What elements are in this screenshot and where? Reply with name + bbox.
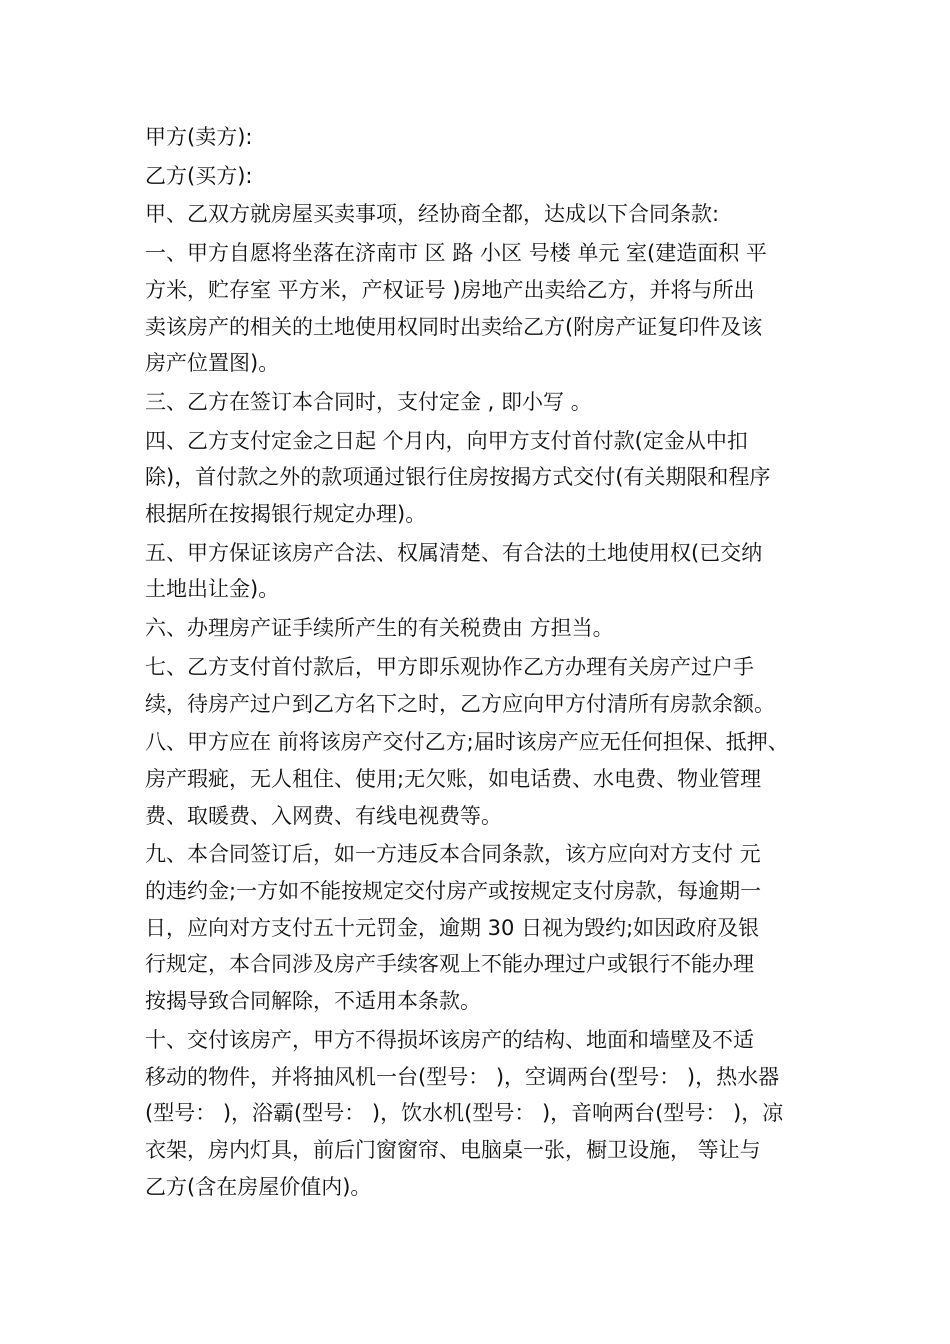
clause-9	[145, 836, 825, 1020]
text-line: 卖该房产的相关的土地使用权同时出卖给乙方(附房产证复印件及该	[145, 314, 763, 339]
text-line: 乙方(含在房屋价值内)。	[145, 1174, 372, 1199]
text-line: 房产瑕疵，无人租住、使用;无欠账，如电话费、水电费、物业管理	[145, 766, 762, 791]
paragraph-intro	[145, 196, 825, 233]
text-line: 除)，首付款之外的款项通过银行住房按揭方式交付(有关期限和程序	[145, 465, 771, 490]
text-line: 十、交付该房产，甲方不得损坏该房产的结构、地面和墙壁及不适	[145, 1027, 754, 1052]
text-line: 的违约金;一方如不能按规定交付房产或按规定支付房款，每逾期一	[145, 879, 762, 904]
text-line: 移动的物件，并将抽风机一台(型号： )，空调两台(型号： )，热水器	[145, 1064, 780, 1089]
text-line: 方米，贮存室 平方米，产权证号 )房地产出卖给乙方，并将与所出	[145, 277, 755, 302]
text-line: 八、甲方应在 前将该房产交付乙方;届时该房产应无任何担保、抵押、	[145, 730, 789, 755]
text-line: 按揭导致合同解除，不适用本条款。	[145, 989, 481, 1014]
clause-6	[145, 610, 825, 647]
text-line: 房产位置图)。	[145, 351, 280, 376]
clause-7	[145, 649, 825, 722]
text-line: 甲、乙双方就房屋买卖事项，经协商全都，达成以下合同条款:	[145, 202, 720, 227]
text-line: 续，待房产过户到乙方名下之时，乙方应向甲方付清所有房款余额。	[145, 691, 775, 716]
text-line: 土地出让金)。	[145, 577, 280, 602]
text-line: 费、取暖费、入网费、有线电视费等。	[145, 803, 502, 828]
text-line: 乙方(买方):	[145, 163, 253, 188]
contract-document	[145, 119, 825, 1207]
clause-4	[145, 423, 825, 533]
text-line: 五、甲方保证该房产合法、权属清楚、有合法的土地使用权(已交纳	[145, 540, 763, 565]
text-line: 四、乙方支付定金之日起 个月内，向甲方支付首付款(定金从中扣	[145, 428, 748, 453]
text-line: 日，应向对方支付五十元罚金，逾期 30 日视为毁约;如因政府及银	[145, 915, 760, 940]
paragraph-buyer	[145, 158, 825, 195]
clause-3	[145, 384, 825, 421]
text-line: 根据所在按揭银行规定办理)。	[145, 502, 427, 527]
text-line: 甲方(卖方):	[145, 125, 253, 149]
clause-10	[145, 1022, 825, 1206]
text-line: 七、乙方支付首付款后，甲方即乐观协作乙方办理有关房产过户手	[145, 654, 754, 679]
text-line: 三、乙方在签订本合同时，支付定金 , 即小写 。	[145, 389, 592, 414]
text-line: 一、甲方自愿将坐落在济南市 区 路 小区 号楼 单元 室(建造面积 平	[145, 241, 767, 266]
clause-8	[145, 724, 825, 834]
clause-5	[145, 535, 825, 608]
text-line: 衣架，房内灯具，前后门窗窗帘、电脑桌一张，橱卫设施， 等让与	[145, 1137, 761, 1162]
clause-1	[145, 235, 825, 382]
text-line: 六、办理房产证手续所产生的有关税费由 方担当。	[145, 616, 614, 641]
text-line: 行规定，本合同涉及房产手续客观上不能办理过户或银行不能办理	[145, 952, 754, 977]
paragraph-seller	[145, 119, 825, 156]
text-line: (型号： )，浴霸(型号： )，饮水机(型号： )，音响两台(型号： )，凉	[145, 1101, 784, 1126]
text-line: 九、本合同签订后，如一方违反本合同条款，该方应向对方支付 元	[145, 842, 761, 867]
